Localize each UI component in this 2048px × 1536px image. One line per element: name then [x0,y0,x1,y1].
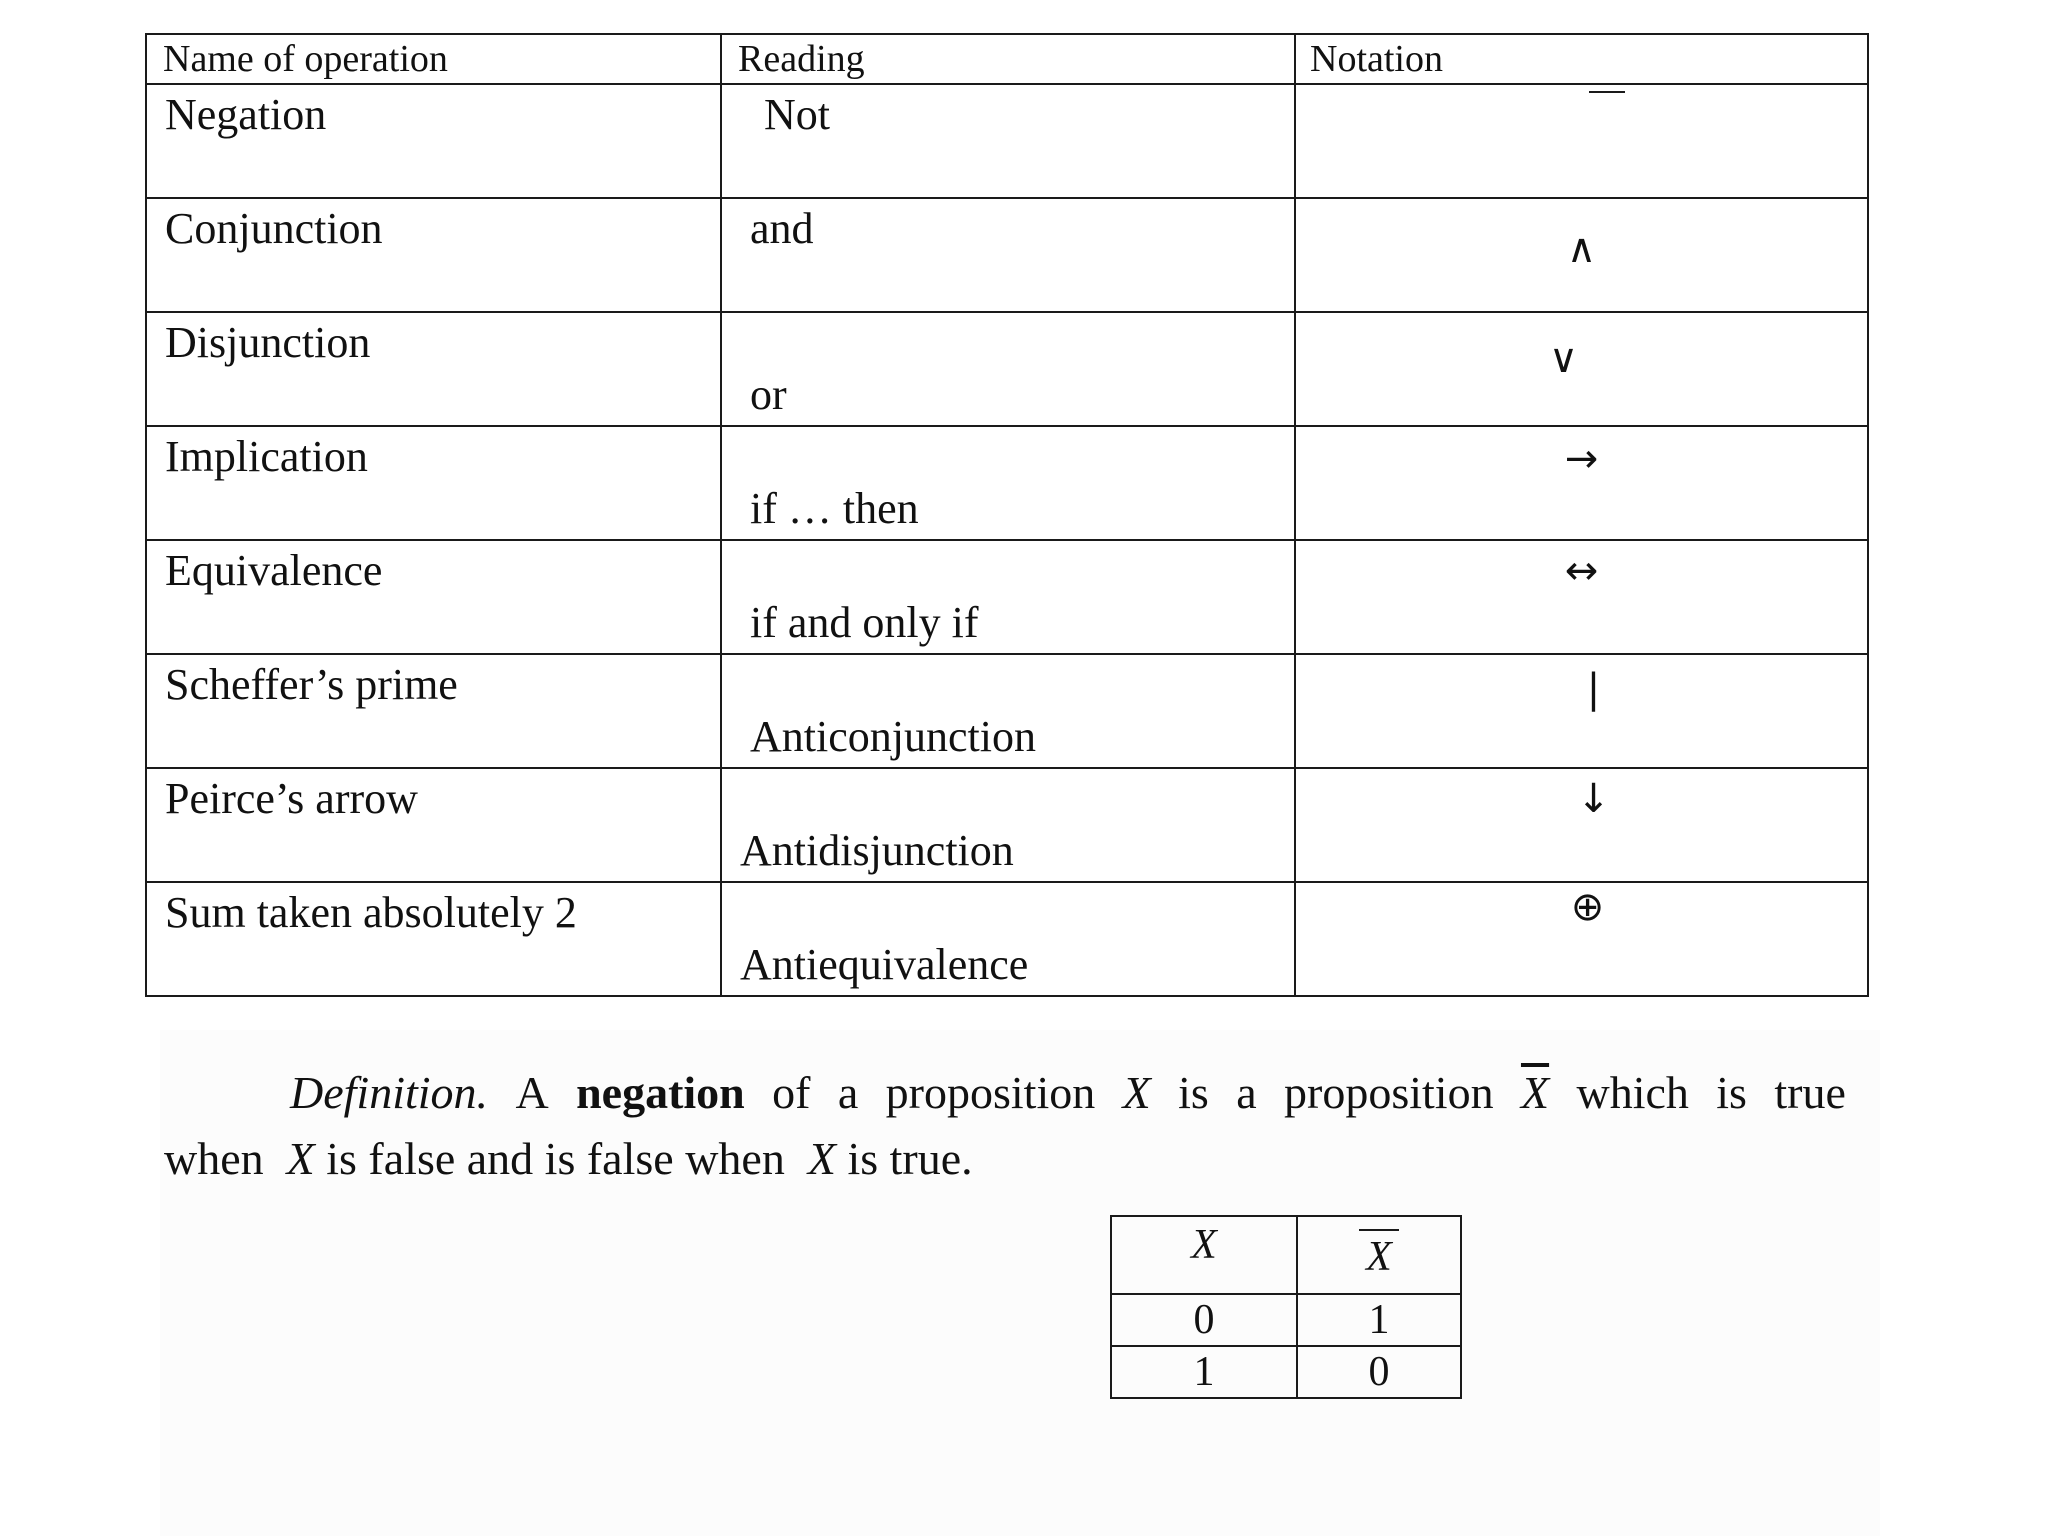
word-is: is [1716,1067,1747,1118]
term-negation: negation [576,1067,745,1118]
table-header-row [146,34,1868,84]
truth-row [1111,1346,1461,1398]
operation-reading: Antidisjunction [740,826,1014,875]
reading-cell [721,654,1295,768]
equivalence-arrow-symbol: ↔ [1564,548,1599,594]
header-name-of-operation: Name of operation [146,34,721,84]
variable-x: X [286,1133,315,1184]
notation-cell [1295,426,1868,540]
header-notation: Notation [1295,34,1868,84]
notation-cell [1295,198,1868,312]
notation-cell [1295,540,1868,654]
variable-x: X [807,1133,836,1184]
xor-circled-plus-symbol: ⊕ [1570,884,1605,930]
operation-reading: Antiequivalence [740,940,1029,989]
table-row [146,768,1868,882]
operation-reading: if and only if [750,598,979,647]
operation-reading: Not [764,90,830,139]
operation-name: Conjunction [165,204,383,253]
definition-lead: Definition. [290,1067,489,1118]
truth-row [1111,1294,1461,1346]
operations-table [145,33,1869,997]
truth-header-row [1111,1216,1461,1294]
word-proposition: proposition [1284,1067,1494,1118]
disjunction-symbol: ∨ [1548,336,1579,382]
variable-x-bar: $\overline{X}$ [1520,1067,1550,1118]
reading-cell [721,198,1295,312]
name-cell [146,540,721,654]
header-reading: Reading [721,34,1295,84]
name-cell [146,426,721,540]
x-bar-label: X [1359,1229,1399,1279]
operation-name: Negation [165,90,327,139]
operation-name: Scheffer’s prime [165,660,458,709]
table-row [146,312,1868,426]
operation-reading: Anticonjunction [750,712,1036,761]
operation-reading: and [750,204,814,253]
variable-x: X [1122,1067,1151,1118]
implication-arrow-symbol: → [1564,436,1599,482]
reading-cell [721,768,1295,882]
negation-truth-table [1110,1215,1462,1399]
reading-cell [721,540,1295,654]
definition-end-text: is true. [847,1133,973,1184]
operation-name: Sum taken absolutely 2 [165,888,577,937]
operation-name: Disjunction [165,318,371,367]
word-of: of [772,1067,811,1118]
notation-cell [1295,882,1868,996]
operation-name: Implication [165,432,368,481]
conjunction-symbol: ∧ [1566,226,1597,272]
operation-reading: if … then [750,484,919,533]
name-cell [146,768,721,882]
definition-line-2 [164,1126,1846,1192]
definition-paragraph [164,1060,1846,1192]
operation-reading: or [750,370,787,419]
reading-cell [721,84,1295,198]
notation-cell [1295,768,1868,882]
truth-cell-x-bar: 1 [1297,1294,1461,1346]
negation-bar-symbol [1589,91,1625,93]
notation-cell [1295,312,1868,426]
operation-name: Peirce’s arrow [165,774,418,823]
header-x-bar [1297,1216,1461,1294]
table-row [146,198,1868,312]
table-row [146,882,1868,996]
truth-cell-x: 0 [1111,1294,1297,1346]
truth-cell-x: 1 [1111,1346,1297,1398]
notation-cell [1295,654,1868,768]
name-cell [146,312,721,426]
name-cell [146,84,721,198]
table-row [146,84,1868,198]
name-cell [146,198,721,312]
name-cell [146,882,721,996]
sheffer-stroke-symbol: | [1586,666,1601,712]
definition-line-1 [164,1060,1846,1126]
word-a: a [1236,1067,1257,1118]
word-a: A [515,1067,549,1118]
truth-cell-x-bar: 0 [1297,1346,1461,1398]
word-which: which [1576,1067,1689,1118]
reading-cell [721,426,1295,540]
word-true: true [1774,1067,1846,1118]
operation-name: Equivalence [165,546,383,595]
word-when: when [164,1133,264,1184]
header-x: X [1111,1216,1297,1294]
table-row [146,654,1868,768]
word-a: a [837,1067,859,1118]
notation-cell [1295,84,1868,198]
table-row [146,540,1868,654]
name-cell [146,654,721,768]
table-row [146,426,1868,540]
word-proposition: proposition [885,1067,1096,1118]
peirce-arrow-symbol: ↓ [1576,776,1611,822]
reading-cell [721,882,1295,996]
word-is: is [1178,1067,1209,1118]
definition-middle-text: is false and is false when [326,1133,785,1184]
reading-cell [721,312,1295,426]
